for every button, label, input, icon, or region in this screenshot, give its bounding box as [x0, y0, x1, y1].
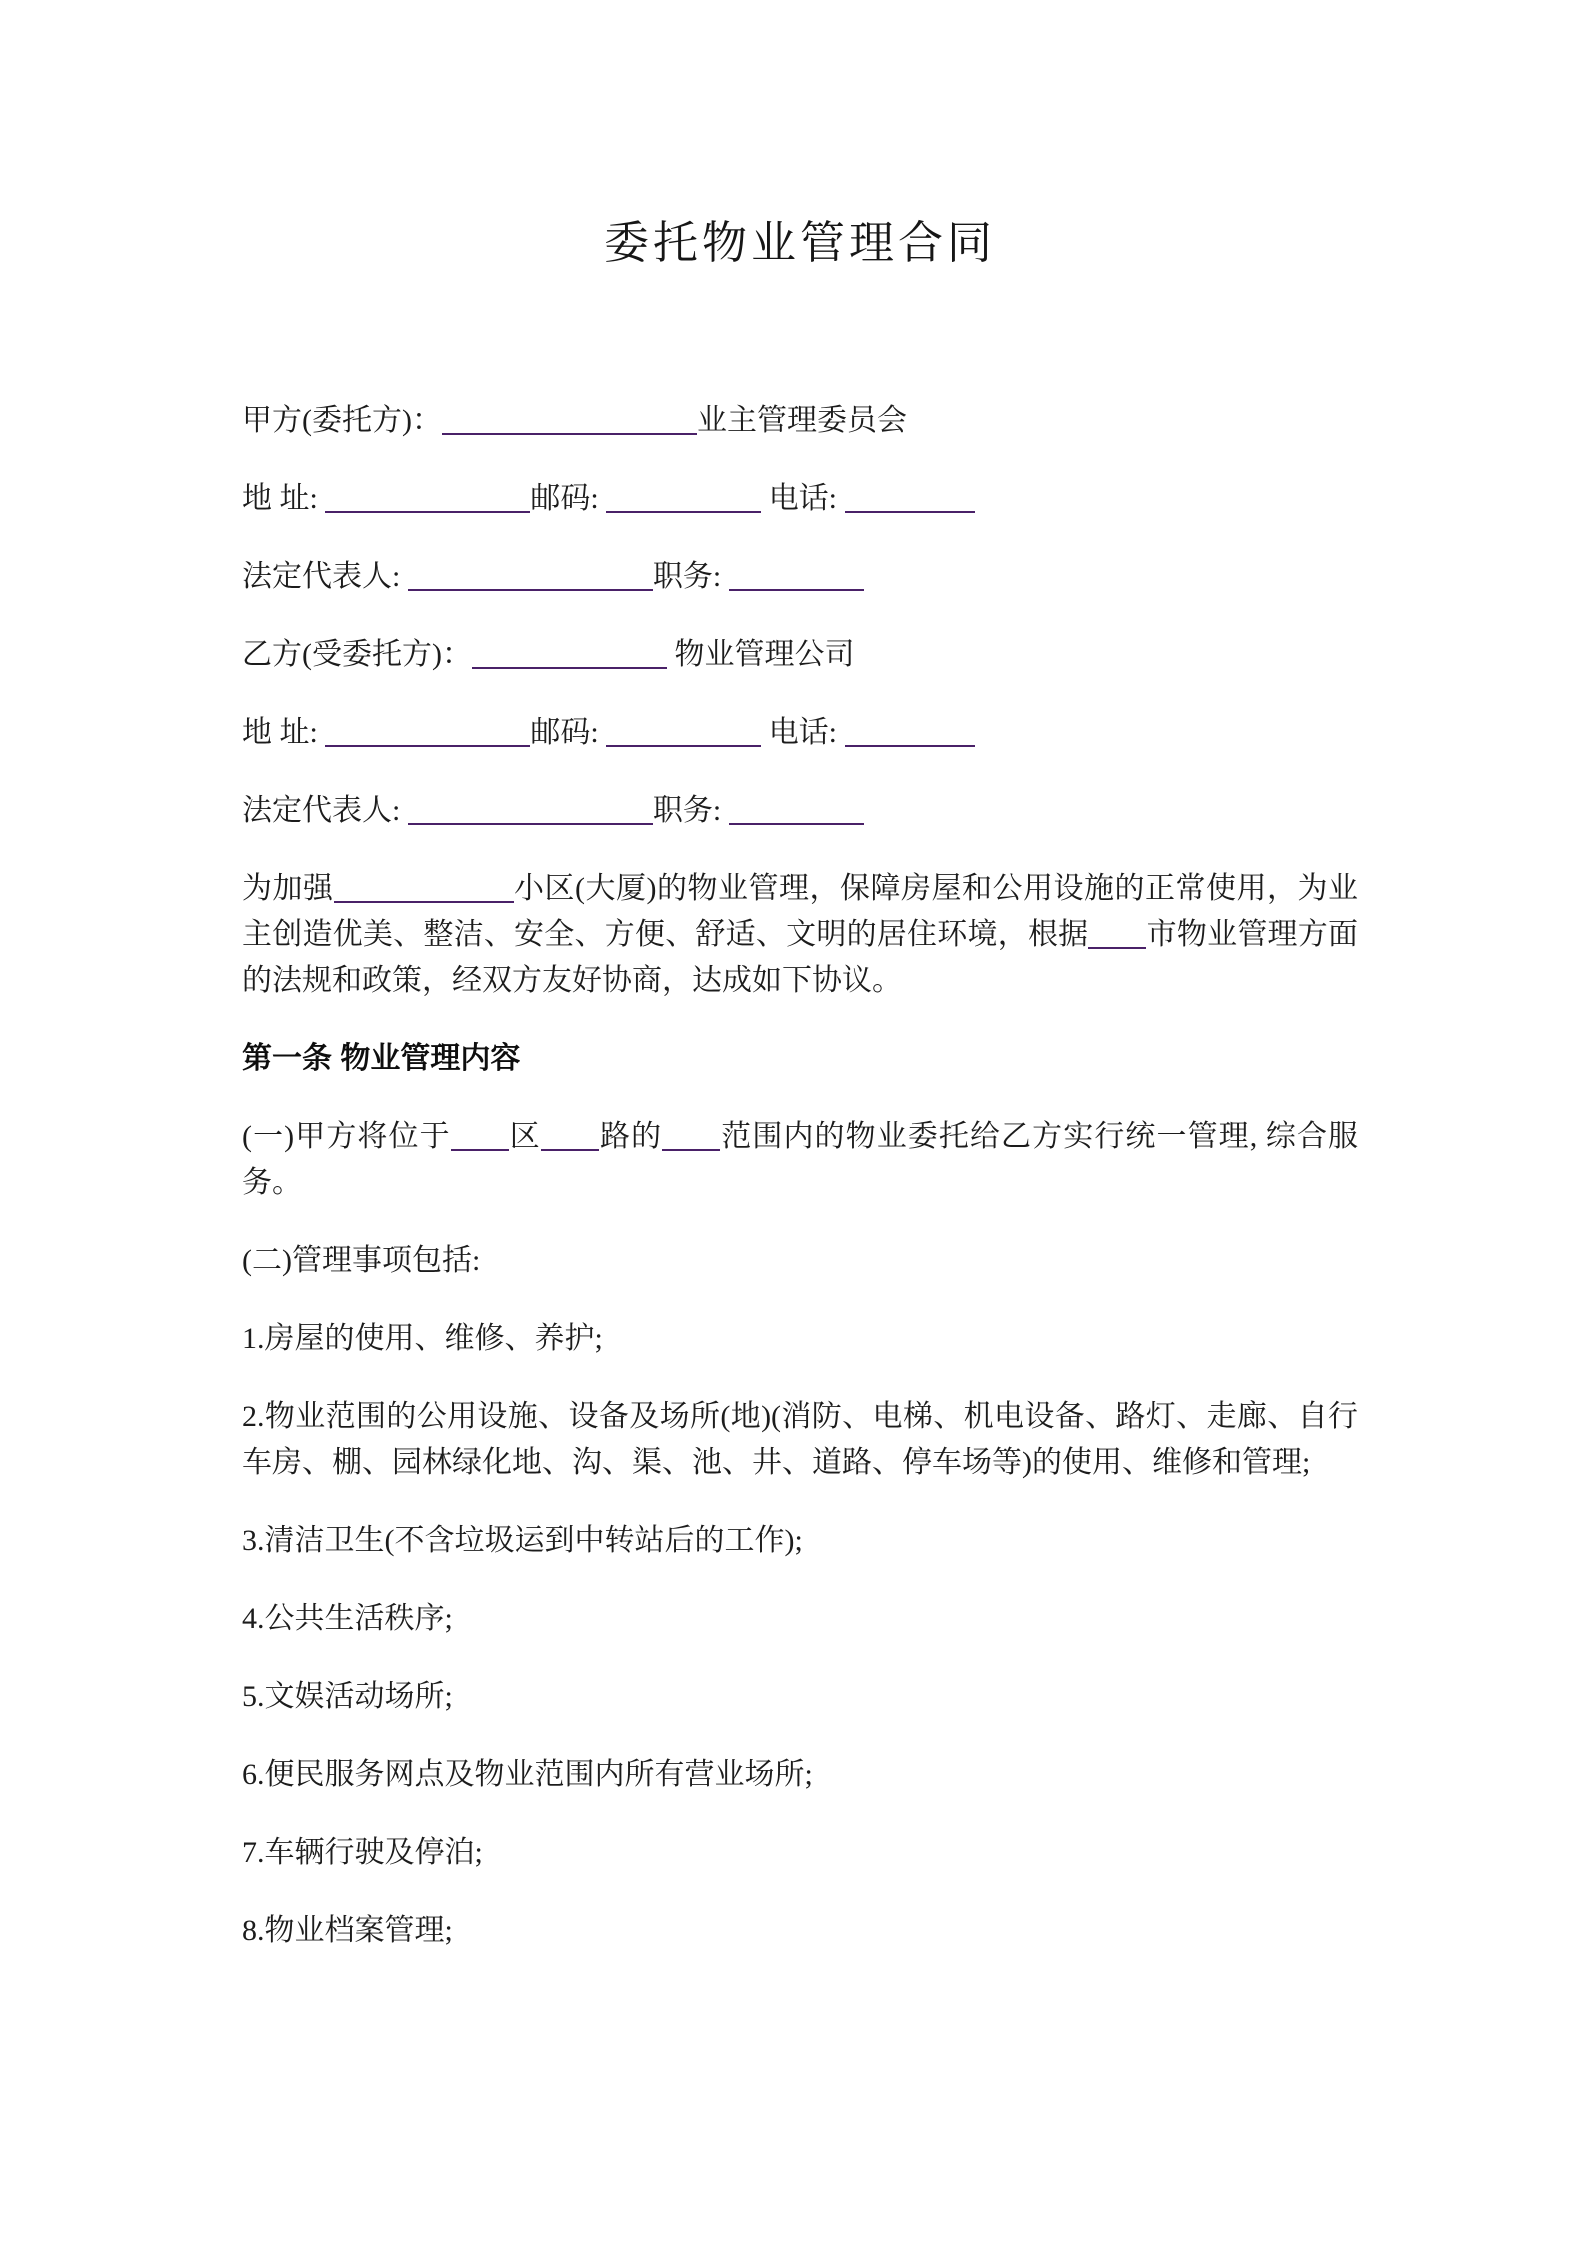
blank-field: [334, 871, 514, 903]
blank-field: [442, 403, 697, 435]
item-2: [242, 1394, 1358, 1486]
item-3: [242, 1518, 1358, 1564]
blank-field: [541, 1119, 599, 1151]
text-run: 市物业管理方面的法规和政策，经双方友好协商，达成如下协议。: [242, 918, 1359, 997]
blank-field: [472, 637, 667, 669]
item-7: [242, 1830, 1358, 1876]
item-6: [242, 1752, 1358, 1798]
text-run: 电话:: [761, 716, 845, 749]
text-run: 5.文娱活动场所;: [242, 1680, 453, 1713]
blank-field: [325, 481, 530, 513]
text-run: 邮码:: [530, 716, 607, 749]
preamble: [242, 866, 1358, 1004]
text-run: 法定代表人:: [242, 560, 408, 593]
text-run: 第一条 物业管理内容: [242, 1042, 521, 1075]
blank-field: [662, 1119, 720, 1151]
clause-1-1: [242, 1114, 1358, 1206]
text-run: 职务:: [652, 560, 729, 593]
text-run: 电话:: [761, 482, 845, 515]
text-run: 地 址:: [242, 716, 326, 749]
party-b-representative-line: [242, 788, 1358, 834]
document-title: 委托物业管理合同: [603, 218, 996, 268]
blank-field: [845, 715, 975, 747]
clause-1-2: [242, 1238, 1358, 1284]
party-a-line: [242, 398, 1358, 444]
text-run: 3.清洁卫生(不含垃圾运到中转站后的工作);: [242, 1524, 803, 1557]
text-run: 小区(大厦)的物业管理，保障房屋和公用设施的正常使用，为业主创造优美、整洁、安全、方便、舒适、文明的居住环境，根据: [242, 872, 1359, 951]
blank-field: [325, 715, 530, 747]
blank-field: [451, 1119, 509, 1151]
blank-field: [408, 559, 653, 591]
text-run: 2.物业范围的公用设施、设备及场所(地)(消防、电梯、机电设备、路灯、走廊、自行车房、棚、园林绿化地、沟、渠、池、井、道路、停车场等)的使用、维修和管理;: [242, 1400, 1358, 1479]
text-run: 乙方(受委托方)：: [242, 638, 472, 671]
text-run: 4.公共生活秩序;: [242, 1602, 453, 1635]
text-run: 7.车辆行驶及停泊;: [242, 1836, 483, 1869]
blank-field: [845, 481, 975, 513]
text-run: 甲方(委托方)：: [242, 404, 442, 437]
document-body: [242, 398, 1358, 1954]
blank-field: [1088, 917, 1146, 949]
item-4: [242, 1596, 1358, 1642]
text-run: 6.便民服务网点及物业范围内所有营业场所;: [242, 1758, 813, 1791]
item-5: [242, 1674, 1358, 1720]
party-b-line: [242, 632, 1358, 678]
text-run: 物业管理公司: [666, 638, 855, 671]
party-a-address-line: [242, 476, 1358, 522]
text-run: 职务:: [652, 794, 729, 827]
blank-field: [606, 481, 761, 513]
item-8: [242, 1908, 1358, 1954]
party-b-address-line: [242, 710, 1358, 756]
text-run: 区: [508, 1120, 541, 1153]
text-run: 路的: [598, 1120, 663, 1153]
text-run: 为加强: [242, 872, 334, 905]
text-run: 地 址:: [242, 482, 326, 515]
blank-field: [729, 559, 864, 591]
text-run: 法定代表人:: [242, 794, 408, 827]
text-run: (一)甲方将位于: [242, 1120, 451, 1153]
text-run: (二)管理事项包括:: [242, 1244, 481, 1277]
article-1-heading: [242, 1036, 1358, 1082]
party-a-representative-line: [242, 554, 1358, 600]
text-run: 1.房屋的使用、维修、养护;: [242, 1322, 603, 1355]
blank-field: [729, 793, 864, 825]
text-run: 业主管理委员会: [696, 404, 907, 437]
item-1: [242, 1316, 1358, 1362]
text-run: 8.物业档案管理;: [242, 1914, 453, 1947]
blank-field: [606, 715, 761, 747]
text-run: 邮码:: [530, 482, 607, 515]
blank-field: [408, 793, 653, 825]
text-run: 范围内的物业委托给乙方实行统一管理, 综合服务。: [242, 1120, 1359, 1199]
